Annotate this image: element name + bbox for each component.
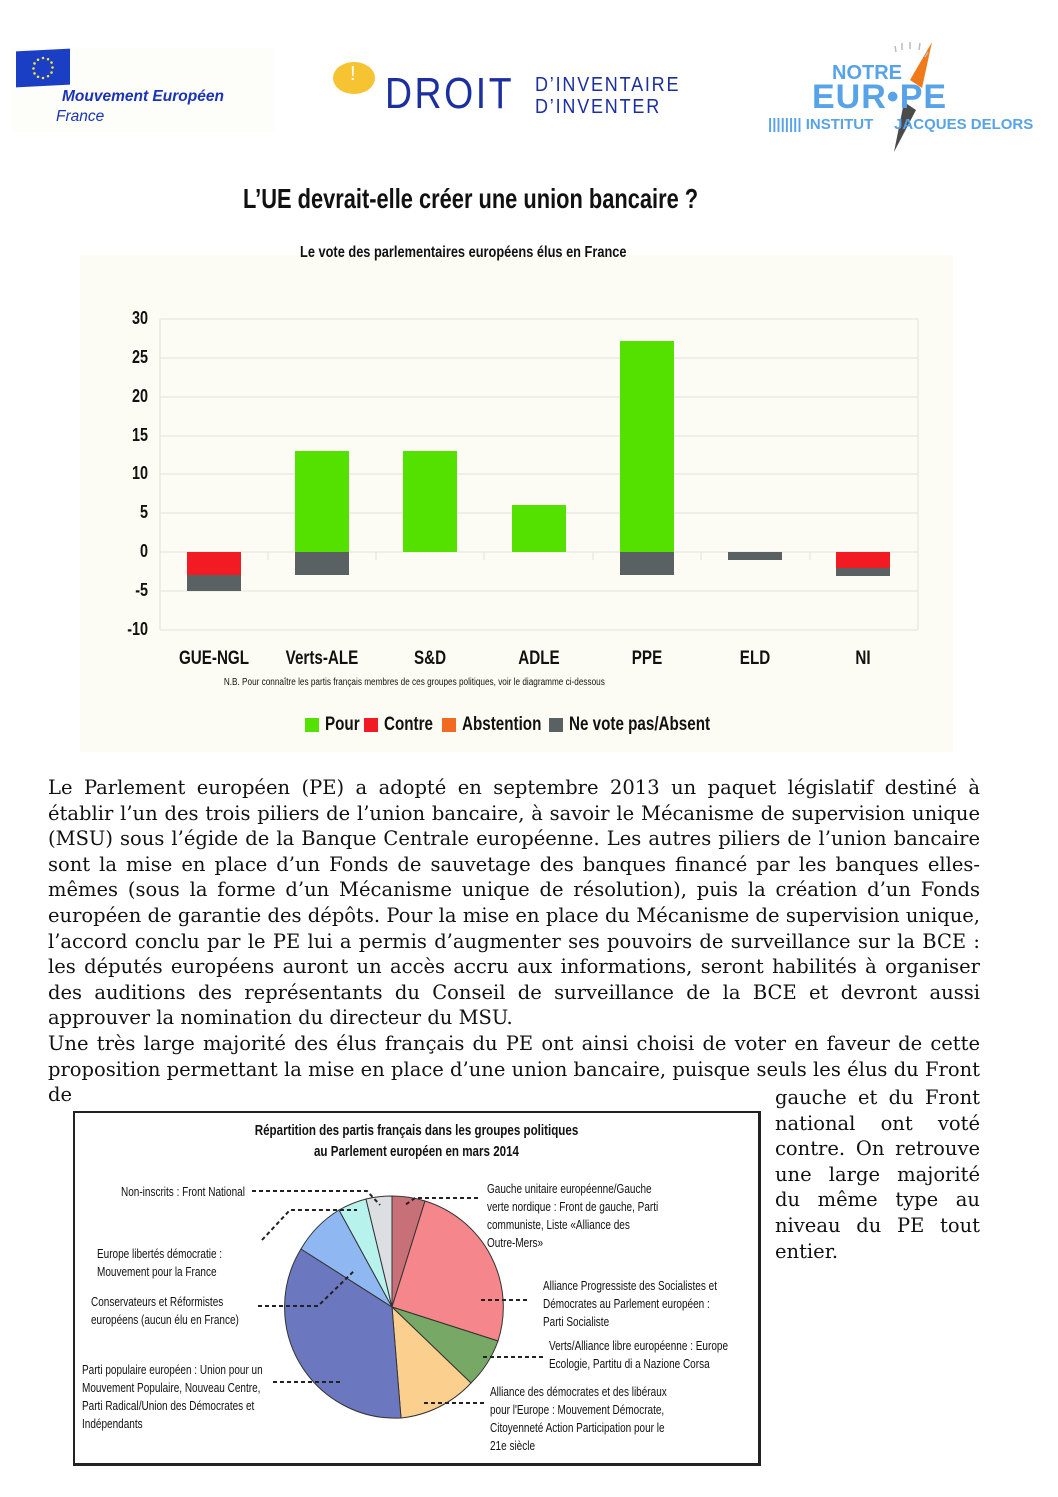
exclamation-mark: ! bbox=[350, 63, 356, 85]
y-tick: -10 bbox=[127, 619, 148, 639]
y-tick: 30 bbox=[131, 308, 148, 328]
pie-label-ppe: Parti populaire européen : Union pour un Mouvement Populaire, Nouveau Centre, Parti Radical/Union des Démocrates et Indépendants bbox=[82, 1363, 263, 1431]
y-tick: 10 bbox=[131, 463, 148, 483]
paragraph: Le Parlement européen (PE) a adopté en septembre 2013 un paquet législatif destiné à établir l’un des trois piliers de l’union bancaire, à savoir le Mécanisme de supervision unique (MSU) sous l’égide de la Banque Centrale européenne. Les autres piliers de l’union bancaire sont la mise en place d’un Fonds de sauvetage des banques financé par les banques elles-mêmes (sous la forme d’un Mécanisme unique de résolution), puis la création d’un Fonds européen de garantie des dépôts. Pour la mise en place du Mécanisme de supervision unique, l’accord conclu par le PE lui a permis d’augmenter ses pouvoirs de surveillance sur la BCE : les députés européens auront un accès accru aux informations, seront habilités à organiser des auditions des représentants du Conseil de surveillance de la BCE et devront aussi approuver la nomination du directeur du MSU. bbox=[48, 776, 980, 1030]
x-category: ADLE bbox=[518, 648, 560, 669]
legend-label: Abstention bbox=[461, 714, 541, 735]
pie-label-verts: Verts/Alliance libre européenne : Europe Ecologie, Partitu di a Nazione Corsa bbox=[549, 1339, 729, 1371]
legend-label: Ne vote pas/Absent bbox=[568, 714, 710, 735]
pie-label-eld: Europe libertés démocratie : Mouvement pour la France bbox=[97, 1247, 223, 1279]
x-category: GUE-NGL bbox=[178, 648, 250, 669]
pie-label-sd: Alliance Progressiste des Socialistes et Démocrates au Parlement européen : Parti Socialiste bbox=[543, 1279, 717, 1329]
notre-europe-institut: |||||||| INSTITUT JACQUES DELORS bbox=[768, 116, 1034, 133]
x-category: S&D bbox=[413, 648, 447, 669]
chart-note: N.B. Pour connaître les partis français membres de ces groupes politiques, voir le diagramme ci-dessous bbox=[223, 677, 605, 688]
pie-label-adle: Alliance des démocrates et des libéraux pour l'Europe : Mouvement Démocrate, Citoyenneté Action Participation pour le 21e siècle bbox=[490, 1385, 667, 1453]
legend-label: Pour bbox=[325, 714, 360, 735]
x-category: NI bbox=[855, 648, 871, 669]
logo-title: Mouvement Européen bbox=[62, 88, 224, 105]
pie-label-gue-ngl: Gauche unitaire européenne/Gauche verte nordique : Front de gauche, Parti communiste, Liste «Alliance des Outre-Mers» bbox=[487, 1182, 659, 1250]
droit-line1: D’INVENTAIRE bbox=[535, 74, 681, 96]
notre-europe-europe: EUR•PE bbox=[812, 78, 948, 116]
page-title: L’UE devrait-elle créer une union bancaire ? bbox=[243, 183, 699, 214]
logo-subtitle: France bbox=[56, 108, 105, 125]
y-tick: 5 bbox=[139, 502, 148, 522]
y-tick: 0 bbox=[139, 541, 148, 561]
paragraph: Une très large majorité des élus français du PE ont ainsi choisi de voter en faveur de cette proposition permettant la mise en place d’une union bancaire, puisque seuls les élus du Front de bbox=[48, 1031, 980, 1107]
y-tick: 20 bbox=[131, 386, 148, 406]
droit-logo-text: DROIT bbox=[385, 69, 515, 118]
legend-label: Contre bbox=[384, 714, 434, 735]
pie-chart-title-line1: Répartition des partis français dans les groupes politiques bbox=[254, 1123, 579, 1139]
pie-chart-title-line2: au Parlement européen en mars 2014 bbox=[313, 1144, 520, 1160]
pie-label-ecr: Conservateurs et Réformistes européens (aucun élu en France) bbox=[91, 1295, 239, 1327]
paragraph-continuation: gauche et du Front national ont voté contre. On retrouve une large majorité du même type au niveau du PE tout entier. bbox=[775, 1086, 980, 1263]
x-category: Verts-ALE bbox=[285, 648, 359, 669]
x-category: PPE bbox=[631, 648, 663, 669]
notre-europe-notre: NOTRE bbox=[832, 62, 902, 84]
droit-line2: D’INVENTER bbox=[535, 96, 662, 118]
bar-chart-title: Le vote des parlementaires européens élus en France bbox=[300, 244, 627, 261]
pie-label-ni: Non-inscrits : Front National bbox=[121, 1185, 245, 1199]
y-tick: 25 bbox=[131, 347, 148, 367]
x-category: ELD bbox=[739, 648, 771, 669]
y-tick: -5 bbox=[135, 580, 148, 600]
y-tick: 15 bbox=[131, 425, 148, 445]
